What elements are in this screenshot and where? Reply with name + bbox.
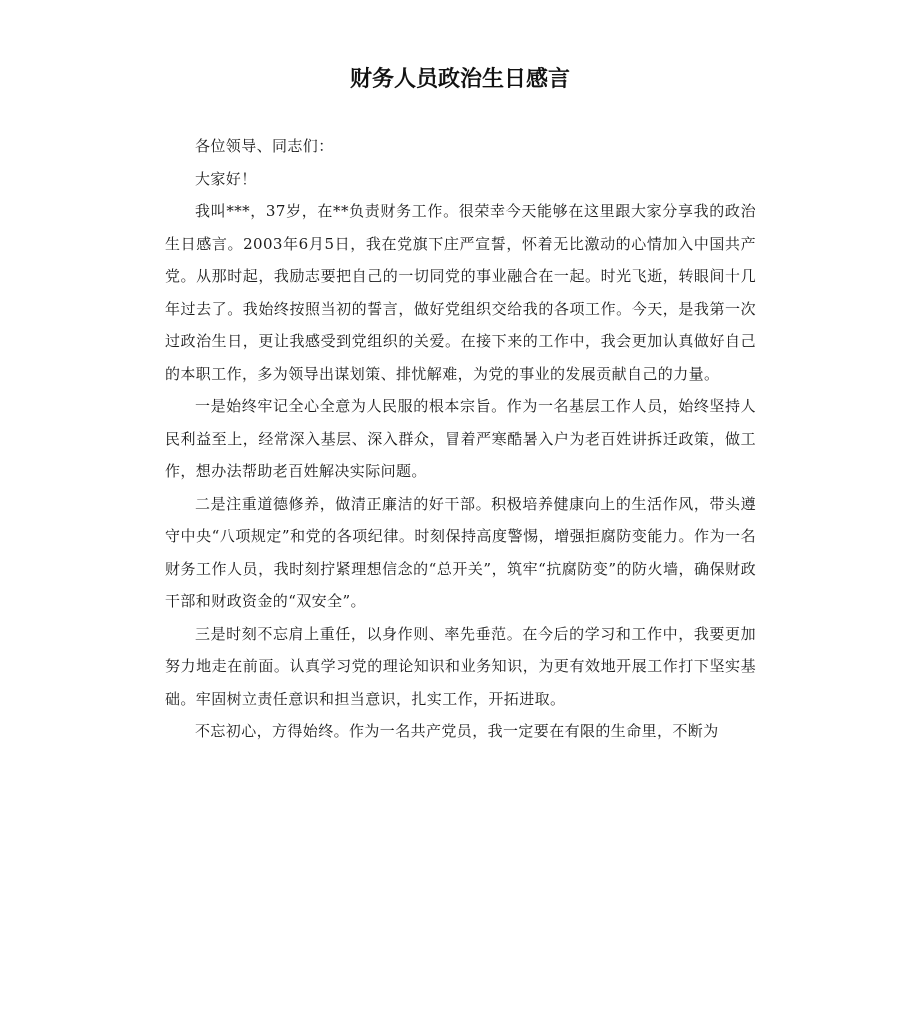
paragraph-point-three: 三是时刻不忘肩上重任，以身作则、率先垂范。在今后的学习和工作中，我要更加努力地走在前面。认真学习党的理论知识和业务知识，为更有效地开展工作打下坚实基础。牢固树立责任意识和担当意识，扎实工作，开拓进取。 [165, 624, 756, 708]
paragraph-greeting: 大家好！ [195, 169, 257, 188]
document-title: 财务人员政治生日感言 [349, 67, 570, 92]
paragraph-salutation: 各位领导、同志们： [195, 137, 334, 155]
paragraph-closing: 不忘初心，方得始终。作为一名共产党员，我一定要在有限的生命里，不断为 [195, 722, 719, 740]
document-body [165, 130, 756, 748]
paragraph-point-two: 二是注重道德修养，做清正廉洁的好干部。积极培养健康向上的生活作风，带头遵守中央“八项规定”和党的各项纪律。时刻保持高度警惕，增强拒腐防变能力。作为一名财务工作人员，我时刻拧紧理想信念的“总开关”，筑牢“抗腐防变”的防火墙，确保财政干部和财政资金的“双安全”。 [165, 494, 756, 610]
paragraph-introduction: 我叫***，37岁，在**负责财务工作。很荣幸今天能够在这里跟大家分享我的政治生日感言。2003年6月5日，我在党旗下庄严宣誓，怀着无比激动的心情加入中国共产党。从那时起，我励志要把自己的一切同党的事业融合在一起。时光飞逝，转眼间十几年过去了。我始终按照当初的誓言，做好党组织交给我的各项工作。今天，是我第一次过政治生日，更让我感受到党组织的关爱。在接下来的工作中，我会更加认真做好自己的本职工作，多为领导出谋划策、排忧解难，为党的事业的发展贡献自己的力量。 [165, 202, 756, 383]
paragraph-point-one: 一是始终牢记全心全意为人民服的根本宗旨。作为一名基层工作人员，始终坚持人民利益至上，经常深入基层、深入群众，冒着严寒酷暑入户为老百姓讲拆迁政策，做工作，想办法帮助老百姓解决实际问题。 [165, 397, 756, 480]
